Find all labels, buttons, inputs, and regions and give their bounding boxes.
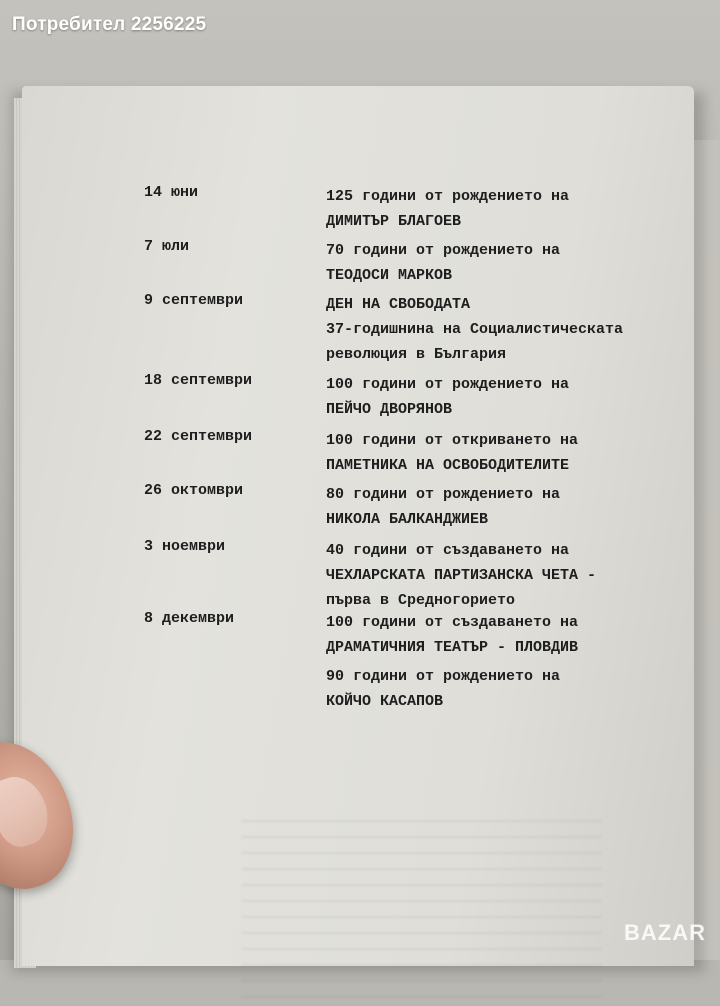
bazar-watermark-logo: BAZAR bbox=[624, 920, 706, 945]
entry-description bbox=[326, 610, 578, 660]
entry-description bbox=[326, 292, 623, 367]
entry-line: 80 години от рождението на bbox=[326, 486, 561, 503]
entry-date: 3 ноември bbox=[144, 538, 226, 555]
entry-date: 22 септември bbox=[144, 428, 253, 445]
entry-date: 9 септември bbox=[144, 292, 244, 309]
entry-date: 7 юли bbox=[144, 238, 190, 255]
book-page bbox=[22, 86, 694, 966]
entry-description bbox=[326, 238, 560, 288]
entry-date: 14 юни bbox=[144, 184, 199, 201]
entry-line: ЧЕХЛАРСКАТА ПАРТИЗАНСКА ЧЕТА - bbox=[326, 567, 597, 584]
entry-date: 18 септември bbox=[144, 372, 253, 389]
entry-line: ПАМЕТНИКА НА ОСВОБОДИТЕЛИТЕ bbox=[326, 457, 570, 474]
entry-description bbox=[326, 372, 569, 422]
entry-date: 8 декември bbox=[144, 610, 235, 627]
entry-line: 100 години от рождението на bbox=[326, 376, 570, 393]
entry-description bbox=[326, 184, 569, 234]
entry-line: 40 години от създаването на bbox=[326, 542, 570, 559]
entry-line: ТЕОДОСИ МАРКОВ bbox=[326, 267, 453, 284]
entry-line: революция в България bbox=[326, 346, 507, 363]
entry-line: 100 години от създаването на bbox=[326, 614, 579, 631]
entry-line: ДИМИТЪР БЛАГОЕВ bbox=[326, 213, 462, 230]
entry-line: първа в Средногорието bbox=[326, 592, 516, 609]
entry-date: 26 октомври bbox=[144, 482, 244, 499]
entry-description bbox=[326, 538, 596, 613]
entry-line: ПЕЙЧО ДВОРЯНОВ bbox=[326, 401, 453, 418]
reverse-side-bleed-through bbox=[242, 806, 602, 1006]
entry-description bbox=[326, 428, 578, 478]
entry-line: 70 години от рождението на bbox=[326, 242, 561, 259]
entry-line: 37-годишнина на Социалистическата bbox=[326, 321, 624, 338]
entry-description bbox=[326, 664, 560, 714]
entry-line: НИКОЛА БАЛКАНДЖИЕВ bbox=[326, 511, 489, 528]
entry-line: ДРАМАТИЧНИЯ ТЕАТЪР - ПЛОВДИВ bbox=[326, 639, 579, 656]
entry-line: 100 години от откриването на bbox=[326, 432, 579, 449]
entry-line: 125 години от рождението на bbox=[326, 188, 570, 205]
entry-description bbox=[326, 482, 560, 532]
entry-line: КОЙЧО КАСАПОВ bbox=[326, 693, 444, 710]
entry-line: ДЕН НА СВОБОДАТА bbox=[326, 296, 471, 313]
listing-user-title: Потребител 2256225 bbox=[12, 14, 207, 35]
entry-line: 90 години от рождението на bbox=[326, 668, 561, 685]
